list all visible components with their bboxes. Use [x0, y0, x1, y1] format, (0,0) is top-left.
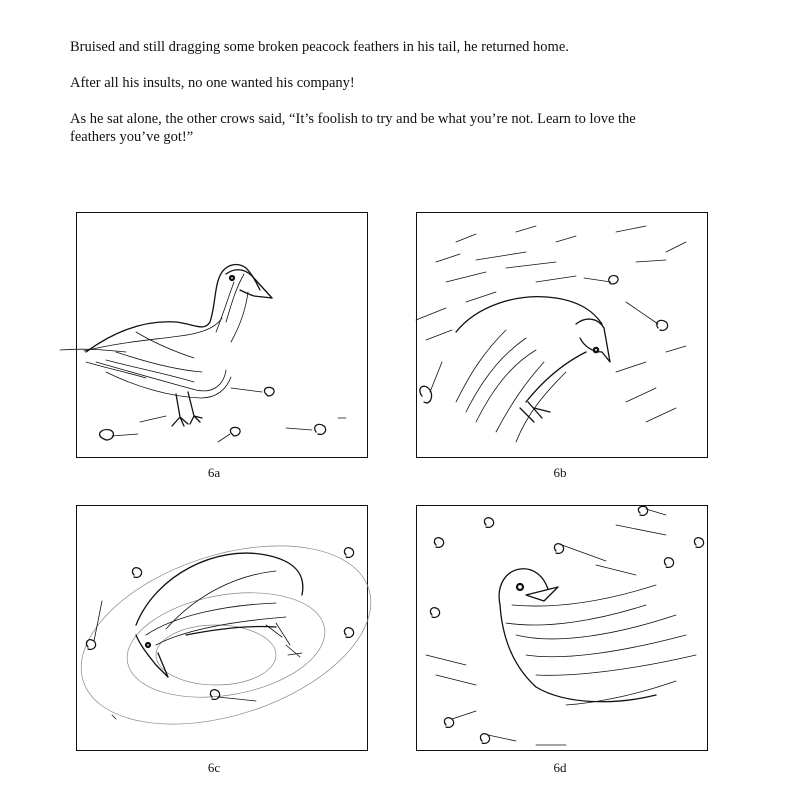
crow-bowing-sketch	[76, 505, 370, 753]
caption-6c: 6c	[207, 760, 221, 775]
story-paragraph-3: As he sat alone, the other crows said, “It’s foolish to try and be what you’re not. Learn to love the feathers you’ve got!”	[70, 111, 636, 145]
caption-6a: 6a	[207, 465, 221, 480]
crow-flurry-sketch	[416, 212, 710, 460]
crow-squawking-sketch	[416, 505, 710, 753]
sketch-panel-6a	[76, 212, 368, 458]
sketch-panel-6b	[416, 212, 708, 458]
story-text	[70, 38, 670, 164]
story-paragraph-1: Bruised and still dragging some broken peacock feathers in his tail, he returned home.	[70, 39, 569, 55]
sketch-panel-6d	[416, 505, 708, 751]
caption-6d: 6d	[553, 760, 567, 775]
crow-standing-sketch	[76, 212, 370, 460]
caption-6b: 6b	[553, 465, 567, 480]
story-paragraph-2: After all his insults, no one wanted his company!	[70, 75, 355, 91]
sketch-panel-6c	[76, 505, 368, 751]
